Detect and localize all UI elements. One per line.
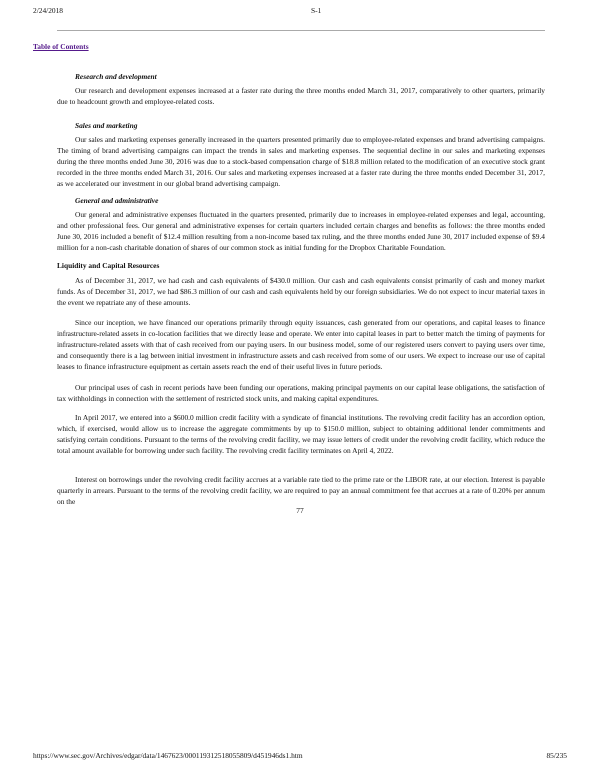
print-date: 2/24/2018 bbox=[33, 6, 63, 15]
ga-paragraph bbox=[57, 210, 545, 254]
liquidity-text: In April 2017, we entered into a $600.0 million credit facility with a syndicate of financial institutions. The revolving credit facility has an accordion option, which, if exercised, would allow us to increase the aggregate commitments by up to $150.0 million, subject to obtaining additional lender commitments and satisfying certain conditions. Pursuant to the terms of the revolving credit facility, we may issue letters of credit under the revolving credit facility, which reduce the total amount available for borrowing under such facility. The revolving credit facility terminates on April 4, 2022. bbox=[57, 413, 545, 455]
liquidity-text: Interest on borrowings under the revolving credit facility accrues at a variable rate tied to the prime rate or the LIBOR rate, at our election. Interest is payable quarterly in arrears. Pursuant to the terms of the revolving credit facility, we are required to pay an annual commitment fee that accrues at a rate of 0.20% per annum on the bbox=[57, 475, 545, 506]
sm-text: Our sales and marketing expenses generally increased in the quarters presented primarily due to employee-related expenses and brand advertising campaigns. The timing of brand advertising campaigns can impact the trends in sales and marketing expenses. The sequential decline in our sales and marketing expenses during the three months ended June 30, 2016 was due to a stock-based compensation charge of $18.8 million related to the modification of an executive stock grant recorded in the three months ended March 31, 2016. Our sales and marketing expenses increased at a faster rate during the three months ended December 31, 2017, as we accelerated our investment in our global brand advertising campaign. bbox=[57, 135, 545, 188]
ga-heading: General and administrative bbox=[75, 196, 159, 205]
sm-paragraph bbox=[57, 135, 545, 190]
ga-text: Our general and administrative expenses fluctuated in the quarters presented, primarily due to increases in employee-related expenses and legal, accounting, and other professional fees. Our general and administrative expenses for certain quarters included certain charges and benefits as follows: the three months ended June 30, 2016 included a benefit of $12.4 million resulting from a non-income based tax ruling, and the three months ended June 30, 2017 included expense of $9.4 million for a non-cash charitable donation of shares of our common stock as initial funding for the Dropbox Charitable Foundation. bbox=[57, 210, 545, 252]
liquidity-paragraph-2 bbox=[57, 318, 545, 373]
liquidity-paragraph-1 bbox=[57, 276, 545, 309]
rd-heading: Research and development bbox=[75, 72, 157, 81]
table-of-contents-link[interactable]: Table of Contents bbox=[33, 42, 89, 51]
liquidity-paragraph-3 bbox=[57, 383, 545, 405]
document-title: S-1 bbox=[311, 6, 322, 15]
header-divider bbox=[57, 30, 545, 31]
liquidity-paragraph-4 bbox=[57, 413, 545, 457]
liquidity-text: Our principal uses of cash in recent periods have been funding our operations, making principal payments on our capital lease obligations, the satisfaction of tax withholdings in connection with the settlement of restricted stock units, and making capital expenditures. bbox=[57, 383, 545, 403]
rd-text: Our research and development expenses increased at a faster rate during the three months ended March 31, 2017, comparatively to other quarters, primarily due to headcount growth and employee-related costs. bbox=[57, 86, 545, 106]
page-number: 77 bbox=[296, 506, 304, 515]
footer-page-count: 85/235 bbox=[546, 751, 567, 760]
rd-paragraph bbox=[57, 86, 545, 108]
sm-heading: Sales and marketing bbox=[75, 121, 138, 130]
footer-url: https://www.sec.gov/Archives/edgar/data/1467623/000119312518055809/d451946ds1.htm bbox=[33, 751, 303, 760]
liquidity-heading: Liquidity and Capital Resources bbox=[57, 261, 160, 270]
liquidity-text: Since our inception, we have financed our operations primarily through equity issuances, cash generated from our operations, and capital leases to finance infrastructure-related assets in co-location facilities that we directly lease and operate. We enter into capital leases in part to better match the timing of payments for infrastructure-related assets with that of cash received from our paying users. In our business model, some of our registered users convert to paying users over time, and consequently there is a lag between initial investment in infrastructure assets and cash received from some of our users. We expect to increase our use of capital leases to finance infrastructure equipment as certain assets reach the end of their useful lives in future periods. bbox=[57, 318, 545, 371]
liquidity-paragraph-5 bbox=[57, 475, 545, 508]
liquidity-text: As of December 31, 2017, we had cash and cash equivalents of $430.0 million. Our cash and cash equivalents consist primarily of cash and money market funds. As of December 31, 2017, we had $86.3 million of our cash and cash equivalents held by our foreign subsidiaries. We do not expect to incur material taxes in the event we repatriate any of these amounts. bbox=[57, 276, 545, 307]
